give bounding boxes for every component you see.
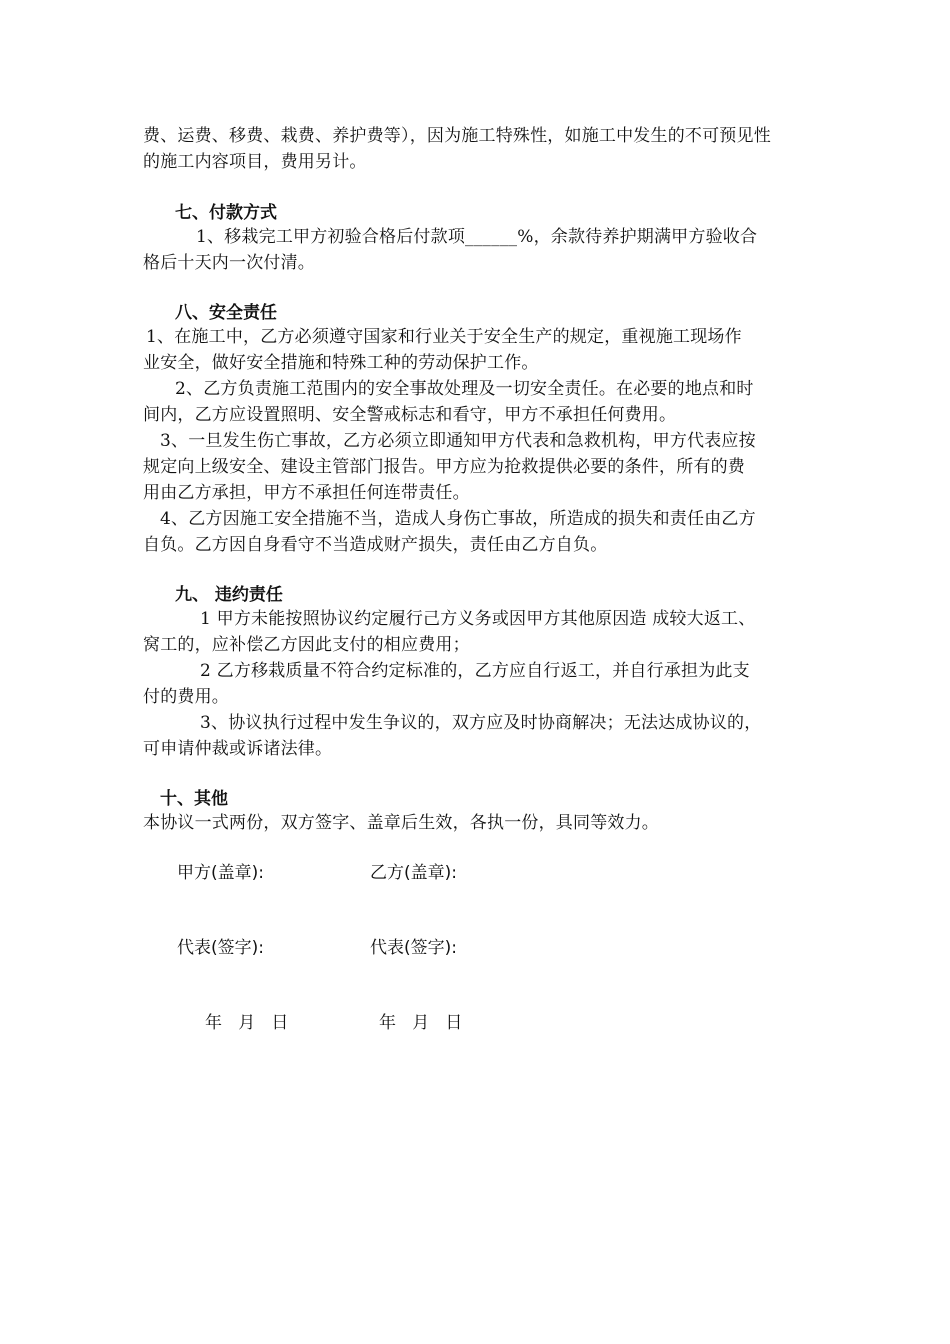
section-8-line-2: 业安全，做好安全措施和特殊工种的劳动保护工作。 <box>143 353 539 373</box>
section-8-line-1: 1、在施工中，乙方必须遵守国家和行业关于安全生产的规定，重视施工现场作 <box>146 327 742 347</box>
intro-line-1: 费、运费、移费、栽费、养护费等），因为施工特殊性，如施工中发生的不可预见性 <box>143 126 771 146</box>
section-10-line-1: 本协议一式两份，双方签字、盖章后生效，各执一份，具同等效力。 <box>143 813 659 833</box>
section-8-line-9: 自负。乙方因自身看守不当造成财产损失，责任由乙方自负。 <box>143 535 608 555</box>
section-8-line-7: 用由乙方承担，甲方不承担任何连带责任。 <box>143 483 470 503</box>
section-8-line-3: 2、乙方负责施工范围内的安全事故处理及一切安全责任。在必要的地点和时 <box>175 379 754 399</box>
section-9-line-3: 2 乙方移栽质量不符合约定标准的，乙方应自行返工，并自行承担为此支 <box>200 661 750 681</box>
section-9-line-5: 3、协议执行过程中发生争议的，双方应及时协商解决；无法达成协议的， <box>200 713 762 733</box>
section-8-line-6: 规定向上级安全、建设主管部门报告。甲方应为抢救提供必要的条件，所有的费 <box>143 457 745 477</box>
section-9-line-4: 付的费用。 <box>143 687 229 707</box>
party-a-seal-label: 甲方(盖章): <box>177 863 264 883</box>
party-b-date: 年 月 日 <box>379 1013 463 1033</box>
section-8-line-8: 4、乙方因施工安全措施不当，造成人身伤亡事故，所造成的损失和责任由乙方 <box>160 509 756 529</box>
section-9-heading: 九、 违约责任 <box>175 585 283 605</box>
party-b-seal-label: 乙方(盖章): <box>370 863 457 883</box>
section-7-line-1: 1、移栽完工甲方初验合格后付款项______%，余款待养护期满甲方验收合 <box>196 227 758 247</box>
party-b-rep-label: 代表(签字): <box>370 938 457 958</box>
section-8-line-5: 3、一旦发生伤亡事故，乙方必须立即通知甲方代表和急救机构，甲方代表应按 <box>160 431 756 451</box>
section-7-heading: 七、付款方式 <box>175 203 277 223</box>
party-a-date: 年 月 日 <box>205 1013 289 1033</box>
section-9-line-1: 1 甲方未能按照协议约定履行己方义务或因甲方其他原因造 成较大返工、 <box>200 609 756 629</box>
intro-line-2: 的施工内容项目，费用另计。 <box>143 152 367 172</box>
section-8-line-4: 间内，乙方应设置照明、安全警戒标志和看守，甲方不承担任何费用。 <box>143 405 677 425</box>
section-9-line-2: 窝工的，应补偿乙方因此支付的相应费用； <box>143 635 470 655</box>
party-a-rep-label: 代表(签字): <box>177 938 264 958</box>
section-7-line-2: 格后十天内一次付清。 <box>143 253 315 273</box>
section-10-heading: 十、其他 <box>160 789 228 809</box>
section-9-line-6: 可申请仲裁或诉诸法律。 <box>143 739 333 759</box>
section-8-heading: 八、安全责任 <box>175 303 277 323</box>
